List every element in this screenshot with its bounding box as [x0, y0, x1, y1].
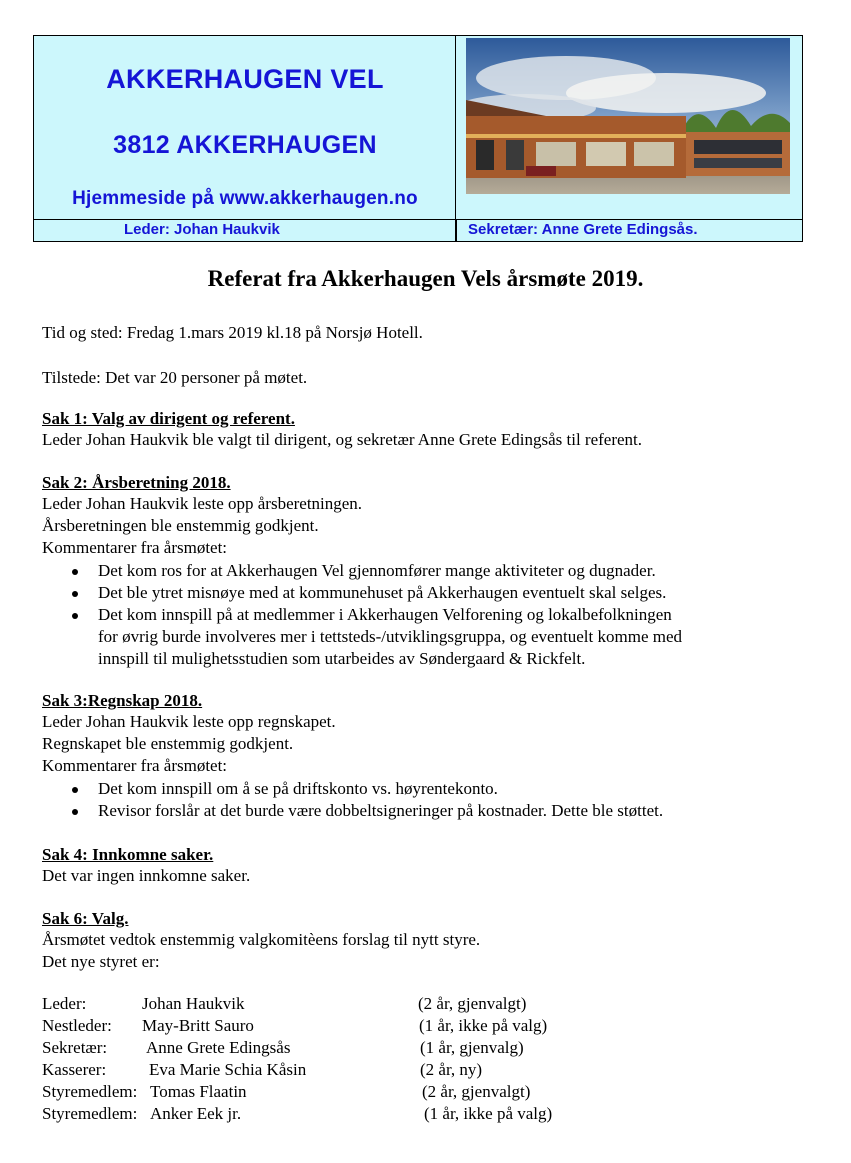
letterhead-footer	[34, 219, 802, 241]
letterhead-photo-panel	[456, 36, 802, 219]
bullet-text: Revisor forslår at det burde være dobbeltsigneringer på kostnader. Dette ble støttet.	[98, 801, 664, 820]
board-term: (1 år, ikke på valg)	[424, 1104, 553, 1123]
organization-website: Hjemmeside på www.akkerhaugen.no	[72, 188, 418, 209]
board-term: (1 år, gjenvalg)	[420, 1038, 524, 1057]
time-and-place: Tid og sted: Fredag 1.mars 2019 kl.18 på Norsjø Hotell.	[42, 323, 423, 342]
board-role: Styremedlem:	[42, 1082, 138, 1101]
board-name: May-Britt Sauro	[142, 1016, 254, 1035]
document-title: Referat fra Akkerhaugen Vels årsmøte 2019.	[207, 266, 644, 291]
sak2-line: Årsberetningen ble enstemmig godkjent.	[42, 516, 319, 535]
sak6-line: Årsmøtet vedtok enstemmig valgkomitèens forslag til nytt styre.	[42, 930, 481, 949]
board-term: (1 år, ikke på valg)	[419, 1016, 548, 1035]
board-role: Styremedlem:	[42, 1104, 138, 1123]
building-photo	[466, 38, 790, 194]
board-term: (2 år, ny)	[420, 1060, 483, 1079]
board-name: Anker Eek jr.	[150, 1104, 242, 1123]
board-member-row	[42, 1038, 642, 1060]
sak2-heading: Sak 2: Årsberetning 2018.	[42, 473, 231, 492]
board-term: (2 år, gjenvalgt)	[418, 994, 527, 1013]
board-role: Sekretær:	[42, 1038, 108, 1057]
sak1-line: Leder Johan Haukvik ble valgt til dirigent, og sekretær Anne Grete Edingsås til referent.	[42, 430, 643, 449]
secretary-label: Sekretær: Anne Grete Edingsås.	[468, 221, 698, 238]
sak6-heading: Sak 6: Valg.	[42, 909, 129, 928]
sak3-line: Kommentarer fra årsmøtet:	[42, 756, 228, 775]
board-name: Anne Grete Edingsås	[146, 1038, 291, 1057]
sak3-heading: Sak 3:Regnskap 2018.	[42, 691, 203, 710]
footer-divider	[455, 220, 457, 242]
sak1-heading: Sak 1: Valg av dirigent og referent.	[42, 409, 295, 428]
board-member-row	[42, 1104, 642, 1126]
bullet-text: Det kom ros for at Akkerhaugen Vel gjennomfører mange aktiviteter og dugnader.	[98, 561, 656, 580]
board-member-row	[42, 1060, 642, 1082]
board-member-row	[42, 994, 642, 1016]
bullet-text: Det kom innspill på at medlemmer i Akkerhaugen Velforening og lokalbefolkningen	[98, 605, 672, 624]
sak4-line: Det var ingen innkomne saker.	[42, 866, 251, 885]
board-role: Nestleder:	[42, 1016, 112, 1035]
sak3-line: Leder Johan Haukvik leste opp regnskapet.	[42, 712, 336, 731]
sak4-heading: Sak 4: Innkomne saker.	[42, 845, 214, 864]
board-member-row	[42, 1016, 642, 1038]
sak3-line: Regnskapet ble enstemmig godkjent.	[42, 734, 294, 753]
attendance: Tilstede: Det var 20 personer på møtet.	[42, 368, 308, 387]
organization-address: 3812 AKKERHAUGEN	[113, 131, 377, 159]
letterhead	[33, 35, 803, 242]
board-member-row	[42, 1082, 642, 1104]
board-name: Eva Marie Schia Kåsin	[149, 1060, 307, 1079]
bullet-text: Det kom innspill om å se på driftskonto vs. høyrentekonto.	[98, 779, 498, 798]
board-name: Johan Haukvik	[142, 994, 245, 1013]
board-name: Tomas Flaatin	[150, 1082, 247, 1101]
bullet-text: Det ble ytret misnøye med at kommunehuset på Akkerhaugen eventuelt skal selges.	[98, 583, 667, 602]
leader-label: Leder: Johan Haukvik	[124, 221, 280, 238]
sak6-line: Det nye styret er:	[42, 952, 160, 971]
bullet-continuation: innspill til mulighetsstudien som utarbeides av Søndergaard & Rickfelt.	[98, 649, 586, 668]
letterhead-title-panel	[34, 36, 456, 219]
bullet-continuation: for øvrig burde involveres mer i tettsteds-/utviklingsgruppa, og eventuelt komme med	[98, 627, 683, 646]
sak2-line: Leder Johan Haukvik leste opp årsberetningen.	[42, 494, 363, 513]
sak2-line: Kommentarer fra årsmøtet:	[42, 538, 228, 557]
board-term: (2 år, gjenvalgt)	[422, 1082, 531, 1101]
board-role: Kasserer:	[42, 1060, 107, 1079]
organization-name: AKKERHAUGEN VEL	[106, 64, 384, 94]
board-role: Leder:	[42, 994, 87, 1013]
